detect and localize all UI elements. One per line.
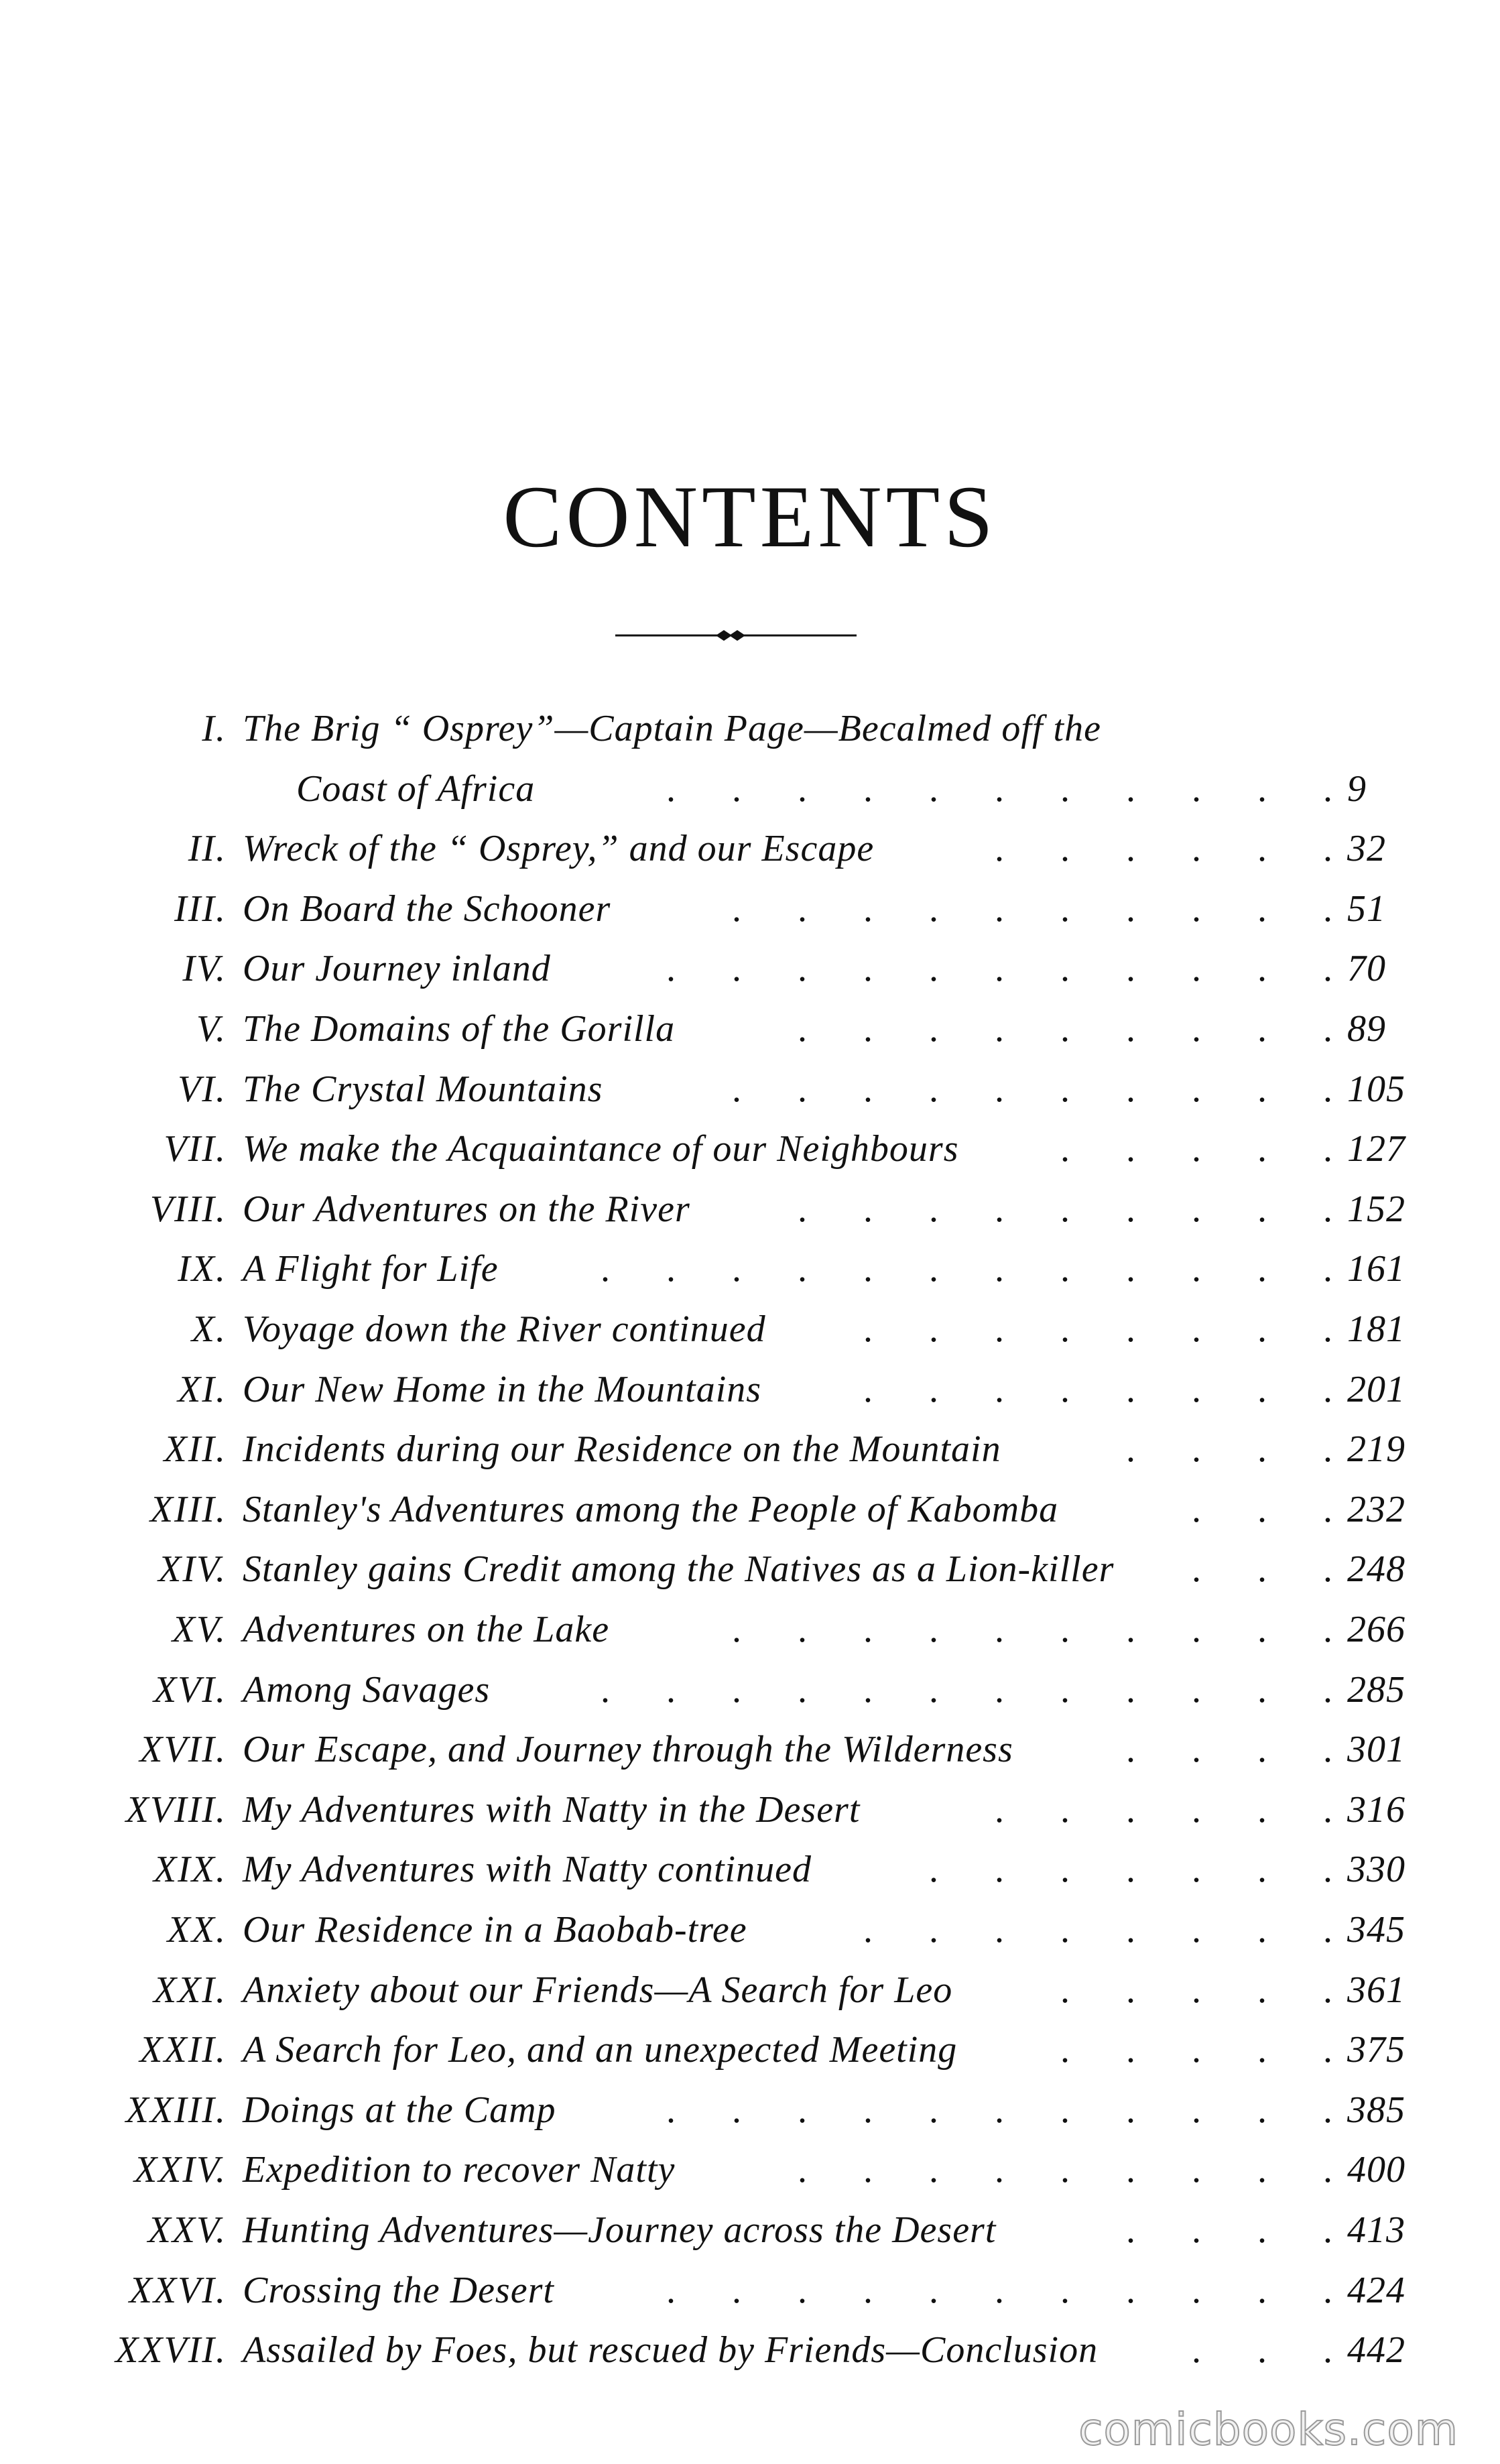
dot-leader: . . . . . . . . . (798, 1188, 1332, 1230)
chapter-title: My Adventures with Natty continued (243, 1849, 812, 1891)
page-number: 51 (1347, 887, 1386, 930)
chapter-numeral: XXIII. (125, 2089, 227, 2131)
watermark: comicbooks.com (1078, 2404, 1458, 2455)
toc-entry (0, 1299, 1500, 1359)
chapter-title-continuation: Coast of Africa (296, 768, 536, 810)
toc-entry (0, 879, 1500, 939)
toc-entry (0, 1059, 1500, 1119)
page-number: 301 (1347, 1729, 1405, 1771)
page-number: 201 (1347, 1368, 1405, 1410)
toc-entry (0, 1660, 1500, 1720)
dot-leader: . . . . . . . . . . . . (601, 1668, 1332, 1711)
page-number: 127 (1347, 1128, 1405, 1170)
dot-leader: . . . . . . . . (863, 1909, 1332, 1951)
page-number: 316 (1347, 1788, 1405, 1831)
chapter-title: Crossing the Desert (243, 2269, 554, 2311)
chapter-numeral: XXVI. (129, 2269, 227, 2311)
toc-entry (0, 1839, 1500, 1900)
dot-leader: . . . . . (1060, 1128, 1332, 1170)
chapter-numeral: III. (174, 887, 227, 930)
dot-leader: . . . . . . . . . (798, 1008, 1332, 1050)
dot-leader: . . . . . (1060, 2029, 1332, 2071)
page-number: 232 (1347, 1488, 1405, 1530)
dot-leader: . . . . (1126, 2209, 1332, 2251)
chapter-numeral: II. (188, 828, 227, 870)
dot-leader: . . . . . . . . . . (732, 887, 1332, 930)
dot-leader: . . . . . . . . . . (732, 1609, 1332, 1650)
dot-leader: . . . . . . . . (863, 1308, 1332, 1350)
toc-entry (0, 2260, 1500, 2321)
chapter-title: Expedition to recover Natty (243, 2149, 676, 2191)
dot-leader: . . . . . . . . . . . . (601, 1248, 1332, 1290)
chapter-numeral: XXI. (153, 1969, 227, 2011)
dot-leader: . . . . . . . . . . (732, 1068, 1332, 1110)
dot-leader: . . . . . . . . (863, 1368, 1332, 1410)
page-number: 32 (1347, 828, 1386, 870)
toc-entry (0, 1960, 1500, 2020)
chapter-numeral: XXVII. (115, 2329, 227, 2371)
chapter-numeral: XIX. (153, 1849, 227, 1891)
dot-leader: . . . . . . . (929, 1849, 1332, 1891)
chapter-numeral: IX. (178, 1248, 227, 1290)
chapter-numeral: XVIII. (125, 1788, 227, 1831)
page-number: 9 (1347, 768, 1367, 810)
page-number: 248 (1347, 1548, 1405, 1591)
toc-entry (0, 2200, 1500, 2260)
chapter-title: Adventures on the Lake (243, 1609, 610, 1650)
toc-entry (0, 818, 1500, 879)
chapter-title: Assailed by Foes, but rescued by Friends—Conclusion (243, 2329, 1099, 2371)
chapter-title: Our Residence in a Baobab-tree (243, 1909, 747, 1951)
chapter-title: Stanley's Adventures among the People of Kabomba (243, 1488, 1059, 1530)
page-number: 161 (1347, 1248, 1405, 1290)
page-number: 89 (1347, 1008, 1386, 1050)
page-number: 442 (1347, 2329, 1405, 2371)
dot-leader: . . . (1192, 1548, 1332, 1591)
chapter-numeral: XIV. (158, 1548, 227, 1591)
chapter-title: The Crystal Mountains (243, 1068, 603, 1110)
page-number: 181 (1347, 1308, 1405, 1350)
chapter-title: My Adventures with Natty in the Desert (243, 1788, 861, 1831)
page-number: 424 (1347, 2269, 1405, 2311)
page-number: 375 (1347, 2029, 1405, 2071)
chapter-title: We make the Acquaintance of our Neighbours (243, 1128, 959, 1170)
toc-entry (0, 1119, 1500, 1179)
page-number: 219 (1347, 1428, 1405, 1471)
chapter-numeral: XIII. (149, 1488, 227, 1530)
toc-entry (0, 1780, 1500, 1840)
chapter-title: Our Journey inland (243, 948, 551, 990)
toc-entry (0, 2020, 1500, 2080)
dot-leader: . . . (1192, 2329, 1332, 2371)
page-number: 345 (1347, 1909, 1405, 1951)
chapter-numeral: XVI. (153, 1668, 227, 1711)
chapter-numeral: XX. (167, 1909, 227, 1951)
chapter-numeral: XII. (164, 1428, 227, 1471)
chapter-numeral: XXII. (139, 2029, 227, 2071)
chapter-title: A Flight for Life (243, 1248, 499, 1290)
dot-leader: . . . . (1126, 1428, 1332, 1471)
toc-entry (0, 2320, 1500, 2380)
chapter-title: A Search for Leo, and an unexpected Meeting (243, 2029, 958, 2071)
toc-entry (0, 2080, 1500, 2140)
dot-leader: . . . . . . . . . . . (666, 948, 1332, 990)
chapter-numeral: I. (202, 708, 227, 749)
toc-entry (0, 1599, 1500, 1660)
toc-entry (0, 1900, 1500, 1960)
toc-entry (0, 2140, 1500, 2200)
chapter-numeral: XV. (172, 1609, 227, 1650)
toc-entry (0, 1539, 1500, 1599)
dot-leader: . . . . . . (995, 828, 1332, 870)
chapter-title: On Board the Schooner (243, 887, 611, 930)
chapter-numeral: XI. (178, 1368, 227, 1410)
dot-leader: . . . . . . . . . (798, 2149, 1332, 2191)
page-number: 285 (1347, 1668, 1405, 1711)
page-number: 330 (1347, 1849, 1405, 1891)
chapter-numeral: VI. (178, 1068, 227, 1110)
toc-entry (0, 938, 1500, 999)
dot-leader: . . . . . . . . . . . (666, 2089, 1332, 2131)
chapter-title: Stanley gains Credit among the Natives as a Lion-killer (243, 1548, 1115, 1591)
chapter-title: Doings at the Camp (243, 2089, 556, 2131)
dot-leader: . . . . . . . . . . . (666, 2269, 1332, 2311)
chapter-numeral: XXV. (147, 2209, 227, 2251)
dot-leader: . . . . . (1060, 1969, 1332, 2011)
chapter-title: Hunting Adventures—Journey across the Desert (243, 2209, 997, 2251)
chapter-title: Incidents during our Residence on the Mountain (243, 1428, 1001, 1471)
toc-entry (0, 1479, 1500, 1540)
page-title: CONTENTS (503, 467, 997, 566)
toc-entry (0, 1179, 1500, 1239)
page-number: 385 (1347, 2089, 1405, 2131)
page-number: 266 (1347, 1609, 1405, 1650)
page-number: 361 (1347, 1969, 1405, 2011)
chapter-title: Wreck of the “ Osprey,” and our Escape (243, 828, 875, 870)
chapter-title: Our Escape, and Journey through the Wilderness (243, 1729, 1013, 1771)
toc-entry (0, 1239, 1500, 1299)
chapter-numeral: XVII. (139, 1729, 227, 1771)
chapter-title: Anxiety about our Friends—A Search for Leo (243, 1969, 953, 2011)
chapter-numeral: IV. (182, 948, 227, 990)
toc-entry (0, 1719, 1500, 1780)
toc-entry (0, 999, 1500, 1059)
chapter-numeral: XXIV. (133, 2149, 227, 2191)
toc-entry (0, 1359, 1500, 1420)
dot-leader: . . . (1192, 1488, 1332, 1530)
chapter-numeral: VII. (164, 1128, 227, 1170)
page-number: 152 (1347, 1188, 1405, 1230)
toc-entry (0, 698, 1500, 810)
page-number: 70 (1347, 948, 1386, 990)
chapter-title: Voyage down the River continued (243, 1308, 766, 1350)
chapter-title: Our Adventures on the River (243, 1188, 690, 1230)
chapter-numeral: V. (196, 1008, 227, 1050)
chapter-numeral: VIII. (149, 1188, 227, 1230)
chapter-title: The Brig “ Osprey”—Captain Page—Becalmed off the (243, 708, 1101, 749)
toc-entry (0, 1419, 1500, 1479)
chapter-title: The Domains of the Gorilla (243, 1008, 676, 1050)
chapter-numeral: X. (191, 1308, 227, 1350)
dot-leader: . . . . (1126, 1729, 1332, 1771)
page-number: 105 (1347, 1068, 1405, 1110)
page-number: 400 (1347, 2149, 1405, 2191)
chapter-title: Among Savages (243, 1668, 491, 1711)
dot-leader: . . . . . . (995, 1788, 1332, 1831)
dot-leader: . . . . . . . . . . . (666, 768, 1332, 810)
page-number: 413 (1347, 2209, 1405, 2251)
chapter-title: Our New Home in the Mountains (243, 1368, 762, 1410)
